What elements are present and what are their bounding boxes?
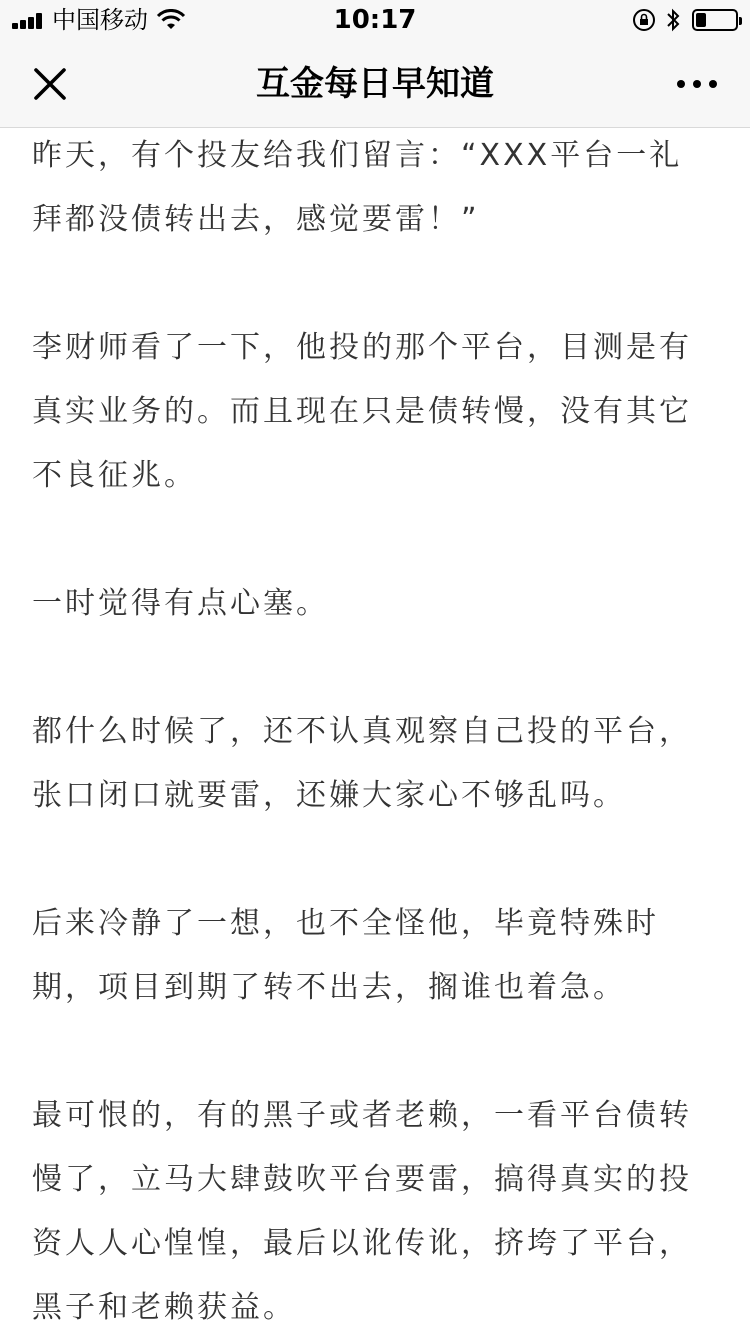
more-icon-dot: [693, 80, 701, 88]
article-paragraph: 一时觉得有点心塞。: [32, 586, 329, 621]
article-paragraph: 昨天，有个投友给我们留言：“XXX平台一礼 拜都没债转出去，感觉要雷！”: [32, 138, 683, 237]
close-icon: [33, 67, 67, 101]
article-body: [32, 124, 722, 1334]
status-time: 10:17: [333, 5, 417, 35]
battery-cap: [739, 17, 742, 25]
close-button[interactable]: [20, 54, 80, 114]
article-paragraph: 最可恨的，有的黑子或者老赖，一看平台债转 慢了，立马大肆鼓吹平台要雷，搞得真实的投 资人人心惶惶，最后以讹传讹，挤垮了平台， 黑子和老赖获益。: [32, 1098, 692, 1325]
more-icon-dot: [677, 80, 685, 88]
battery-icon: [692, 9, 738, 31]
navigation-bar: [0, 40, 750, 128]
page-title: 互金每日早知道: [256, 64, 494, 104]
carrier-name: 中国移动: [52, 6, 148, 34]
bluetooth-icon: [666, 8, 680, 32]
status-bar: [0, 0, 750, 40]
article-paragraph: 李财师看了一下，他投的那个平台，目测是有 真实业务的。而且现在只是债转慢，没有其它 不良征兆。: [32, 330, 692, 493]
article-paragraph: 后来冷静了一想，也不全怪他，毕竟特殊时 期，项目到期了转不出去，搁谁也着急。: [32, 906, 659, 1005]
status-right: [632, 6, 738, 34]
more-button[interactable]: [662, 54, 732, 114]
battery-fill: [696, 13, 706, 27]
more-icon-dot: [709, 80, 717, 88]
article-paragraph: 都什么时候了，还不认真观察自己投的平台， 张口闭口就要雷，还嫌大家心不够乱吗。: [32, 714, 692, 813]
orientation-lock-icon: [632, 8, 656, 32]
